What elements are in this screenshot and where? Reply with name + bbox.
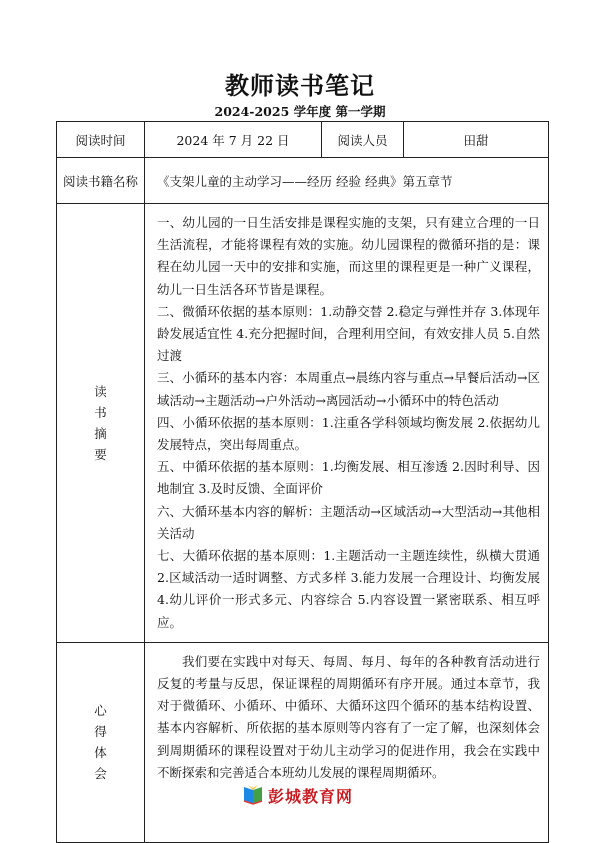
row-book	[57, 158, 549, 204]
reflection-content	[145, 642, 549, 842]
book-name-value: 《支架儿童的主动学习——经历 经验 经典》第五章节	[145, 158, 549, 204]
summary-label-char: 摘	[94, 425, 107, 441]
reflection-label-char: 体	[94, 745, 107, 761]
site-logo[interactable]	[242, 784, 353, 806]
row-time-reader	[57, 122, 549, 158]
summary-paragraph: 七、大循环依据的基本原则：1.主题活动一主题连续性，纵横大贯通 2.区域活动一适时调整、方式多样 3.能力发展一合理设计、均衡发展 4.幼儿评价一形式多元、内容综合 5.内容设置一紧密联系、相互呼应。	[157, 548, 540, 630]
book-icon	[242, 785, 264, 805]
book-name-label: 阅读书籍名称	[57, 158, 145, 204]
reflection-label-char: 心	[94, 703, 107, 719]
summary-label-char: 要	[94, 446, 107, 462]
reflection-label-char: 得	[94, 724, 107, 740]
summary-paragraph: 三、小循环的基本内容：本周重点→晨练内容与重点→早餐后活动→区域活动→主题活动→户外活动→离园活动→小循环中的特色活动	[157, 370, 540, 408]
row-reflection	[57, 642, 549, 842]
reader-value: 田甜	[404, 122, 549, 158]
reading-notes-table	[56, 121, 549, 843]
summary-label	[57, 204, 145, 643]
summary-paragraph: 四、小循环依据的基本原则：1.注重各学科领域均衡发展 2.依据幼儿发展特点，突出每周重点。	[157, 414, 540, 453]
summary-paragraph: 六、大循环基本内容的解析：主题活动→区域活动→大型活动→其他相关活动	[157, 503, 540, 541]
summary-label-char: 书	[94, 404, 107, 420]
document-subtitle: 2024-2025 学年度 第一学期	[214, 104, 386, 119]
summary-paragraph: 二、微循环依据的基本原则：1.动静交替 2.稳定与弹性并存 3.体现年龄发展适宜性 4.充分把握时间，合理利用空间，有效安排人员 5.自然过渡	[157, 303, 540, 364]
reader-label: 阅读人员	[322, 122, 404, 158]
summary-paragraph: 一、幼儿园的一日生活安排是课程实施的支架，只有建立合理的一日生活流程，才能将课程有效的实施。幼儿园课程的微循环指的是：课程在幼儿园一天中的安排和实施，而这里的课程更是一种广义课程，幼儿一日生活各环节皆是课程。	[157, 215, 540, 297]
summary-label-char: 读	[94, 383, 107, 399]
reading-time-value: 2024 年 7 月 22 日	[145, 122, 322, 158]
document-title: 教师读书笔记	[225, 71, 375, 100]
logo-text: 彭城教育网	[268, 786, 354, 806]
summary-content	[145, 204, 549, 643]
reading-time-label: 阅读时间	[57, 122, 145, 158]
summary-paragraph: 五、中循环依据的基本原则：1.均衡发展、相互渗透 2.因时利导、因地制宜 3.及时反馈、全面评价	[157, 459, 540, 497]
reflection-label	[57, 642, 145, 842]
reflection-label-char: 会	[94, 766, 107, 782]
row-summary	[57, 204, 549, 643]
reflection-paragraph: 我们要在实践中对每天、每周、每月、每年的各种教育活动进行反复的考量与反思，保证课程的周期循环有序开展。通过本章节，我对于微循环、小循环、中循环、大循环这四个循环的基本结构设置、基本内容解析、所依据的基本原则等内容有了一定了解，也深刻体会到周期循环的课程设置对于幼儿主动学习的促进作用，我会在实践中不断探索和完善适合本班幼儿发展的课程周期循环。	[157, 653, 540, 780]
